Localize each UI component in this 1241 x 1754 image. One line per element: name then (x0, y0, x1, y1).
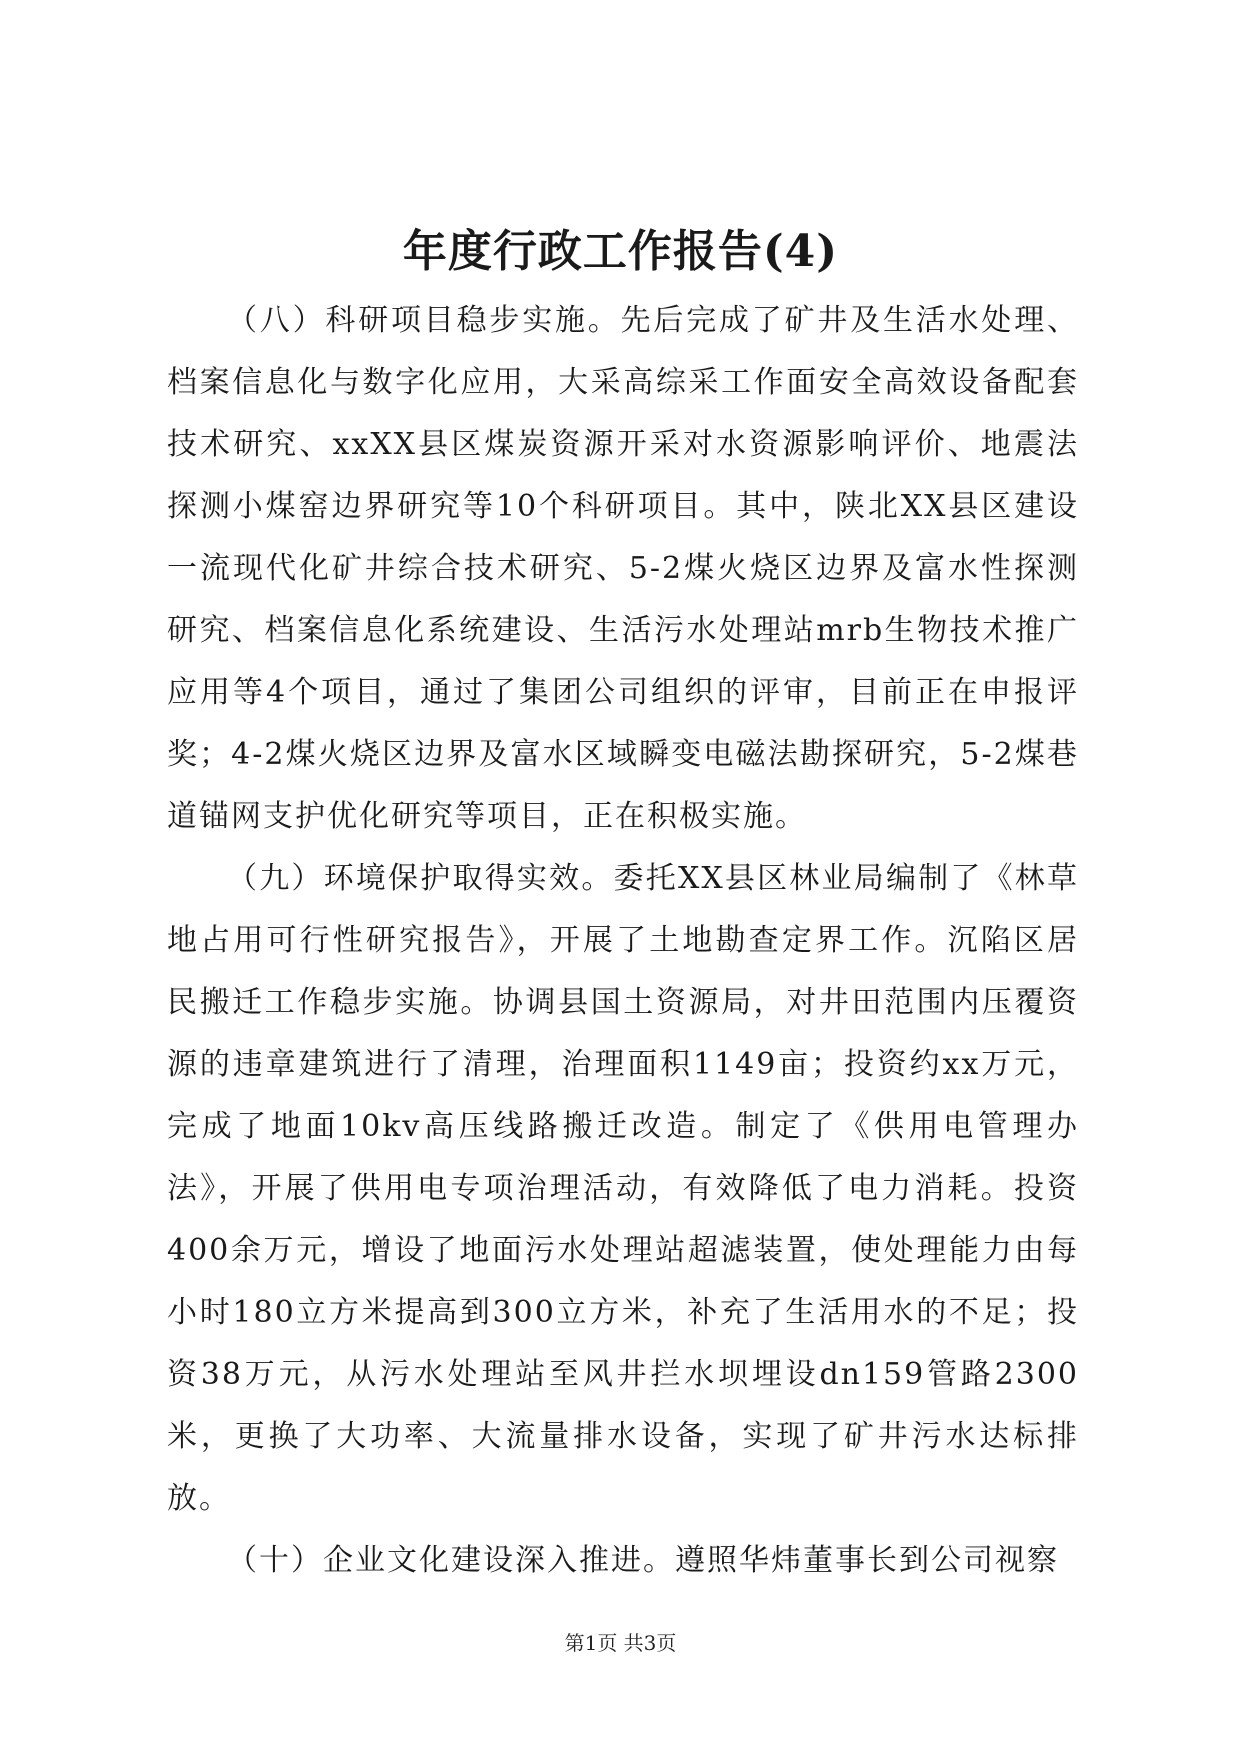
document-title: 年度行政工作报告(4) (402, 226, 839, 277)
document-body (167, 290, 1079, 1592)
page-number-footer: 第1页 共3页 (564, 1631, 677, 1655)
paragraph-corporate-culture: （十）企业文化建设深入推进。遵照华炜董事长到公司视察 (227, 1543, 1059, 1578)
paragraph-research-projects: （八）科研项目稳步实施。先后完成了矿井及生活水处理、档案信息化与数字化应用，大采高综采工作面安全高效设备配套技术研究、xxXX县区煤炭资源开采对水资源影响评价、地震法探测小煤窑边界研究等10个科研项目。其中，陕北XX县区建设一流现代化矿井综合技术研究、5-2煤火烧区边界及富水性探测研究、档案信息化系统建设、生活污水处理站mrb生物技术推广应用等4个项目，通过了集团公司组织的评审，目前正在申报评奖；4-2煤火烧区边界及富水区域瞬变电磁法勘探研究，5-2煤巷道锚网支护优化研究等项目，正在积极实施。 (167, 303, 1079, 834)
paragraph-environmental-protection: （九）环境保护取得实效。委托XX县区林业局编制了《林草地占用可行性研究报告》，开展了土地勘查定界工作。沉陷区居民搬迁工作稳步实施。协调县国土资源局，对井田范围内压覆资源的违章建筑进行了清理，治理面积1149亩；投资约xx万元，完成了地面10kv高压线路搬迁改造。制定了《供用电管理办法》，开展了供用电专项治理活动，有效降低了电力消耗。投资400余万元，增设了地面污水处理站超滤装置，使处理能力由每小时180立方米提高到300立方米，补充了生活用水的不足；投资38万元，从污水处理站至风井拦水坝埋设dn159管路2300米，更换了大功率、大流量排水设备，实现了矿井污水达标排放。 (167, 861, 1079, 1516)
